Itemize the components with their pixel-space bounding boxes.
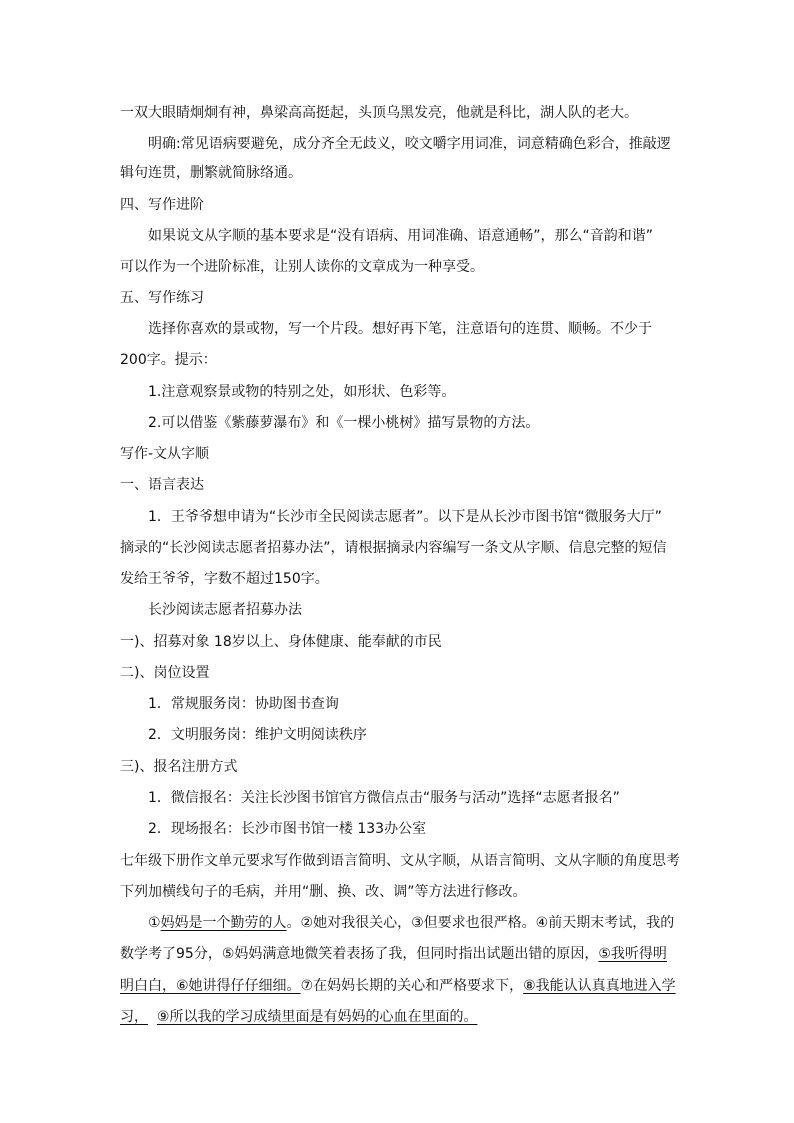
notice-item: 二)、岗位设置 bbox=[120, 665, 210, 681]
passage-text: 。②她对我很关心，③但要求也很严格。④前天期末考试，我的 bbox=[286, 915, 675, 931]
text-line: 可以作为一个进阶标准，让别人读你的文章成为一种享受。 bbox=[120, 259, 484, 275]
underlined-sentence: ⑧我能认认真真地进入学 bbox=[523, 978, 676, 994]
underlined-sentence: 妈妈是一个勤劳的人 bbox=[160, 915, 287, 931]
text-line: 七年级下册作文单元要求写作做到语言简明、文从字顺，从语言简明、文从字顺的角度思考 bbox=[120, 853, 680, 869]
notice-subitem: 1．常规服务岗：协助图书查询 bbox=[148, 696, 339, 712]
notice-subitem: 1．微信报名：关注长沙图书馆官方微信点击“服务与活动”选择“志愿者报名” bbox=[148, 790, 620, 806]
text-line: 1．王爷爷想申请为“长沙市全民阅读志愿者”。以下是从长沙市图书馆“微服务大厅” bbox=[148, 509, 662, 525]
text-line: 200字。提示： bbox=[120, 352, 217, 368]
underlined-sentence: 习， bbox=[120, 1009, 148, 1025]
section-heading: 四、写作进阶 bbox=[120, 197, 204, 213]
passage-line bbox=[148, 913, 674, 933]
text-line: 辑句连贯，删繁就简脉络通。 bbox=[120, 165, 302, 181]
notice-subitem: 2．现场报名：长沙市图书馆一楼 133办公室 bbox=[148, 821, 427, 837]
section-heading: 一、语言表达 bbox=[120, 477, 204, 493]
notice-item: 一)、招募对象 18岁以上、身体健康、能奉献的市民 bbox=[120, 634, 442, 650]
text-line: 摘录的“长沙阅读志愿者招募办法”，请根据摘录内容编写一条文从字顺、信息完整的短信 bbox=[120, 540, 667, 556]
list-item: 2.可以借鉴《紫藤萝瀑布》和《一棵小桃树》描写景物的方法。 bbox=[148, 415, 540, 431]
section-title: 写作-文从字顺 bbox=[120, 446, 210, 462]
notice-item: 三)、报名注册方式 bbox=[120, 759, 238, 775]
passage-line bbox=[120, 976, 676, 996]
passage-text: ⑦在妈妈长期的关心和严格要求下， bbox=[300, 978, 524, 994]
underlined-sentence: ⑨所以我的学习成绩里面是有妈妈的心血在里面的。 bbox=[156, 1009, 478, 1025]
notice-title: 长沙阅读志愿者招募办法 bbox=[148, 602, 302, 618]
text-line: 明确:常见语病要避免，成分齐全无歧义，咬文嚼字用词准，词意精确色彩合，推敲逻 bbox=[148, 136, 671, 152]
text-line: 发给王爷爷，字数不超过150字。 bbox=[120, 571, 329, 587]
text-line: 如果说文从字顺的基本要求是“没有语病、用词准确、语意通畅”，那么“音韵和谐” bbox=[148, 228, 654, 244]
text-line: 选择你喜欢的景或物，写一个片段。想好再下笔，注意语句的连贯、顺畅。不少于 bbox=[148, 321, 652, 337]
section-heading: 五、写作练习 bbox=[120, 290, 204, 306]
underlined-sentence: ⑤我听得明 bbox=[598, 946, 667, 962]
list-item: 1.注意观察景或物的特别之处，如形状、色彩等。 bbox=[148, 384, 456, 400]
passage-text: 数学考了95分，⑤妈妈满意地微笑着表扬了我，但同时指出试题出错的原因， bbox=[120, 946, 599, 962]
passage-line bbox=[120, 944, 667, 964]
text-line: 一双大眼睛炯炯有神，鼻梁高高挺起，头顶乌黑发亮，他就是科比，湖人队的老大。 bbox=[120, 105, 638, 121]
text-line: 下列加横线句子的毛病，并用“删、换、改、调”等方法进行修改。 bbox=[120, 884, 527, 900]
passage-text bbox=[148, 1009, 157, 1025]
passage-text: ① bbox=[148, 915, 161, 931]
underlined-sentence: 明白白，⑥她讲得仔仔细细。 bbox=[120, 978, 301, 994]
passage-line bbox=[120, 1007, 477, 1027]
notice-subitem: 2．文明服务岗：维护文明阅读秩序 bbox=[148, 727, 367, 743]
